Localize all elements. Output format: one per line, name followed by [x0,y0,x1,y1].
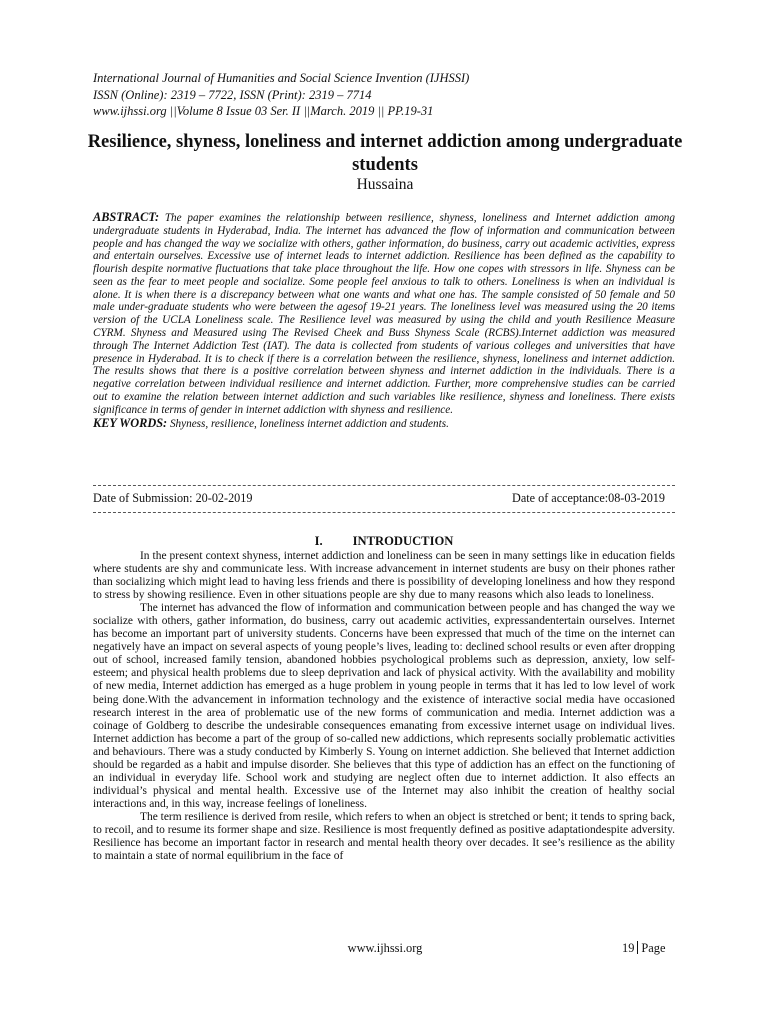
section-heading [93,534,675,549]
abstract-block [93,211,675,430]
paragraph: The internet has advanced the flow of information and communication between people and has changed the way we socialize with others, gather information, do business, carry out academic activities, expressandentertain ourselves. Internet has become an important part of university students. Concerns have been expressed that much of the time on the internet can negatively have an impact on several aspects of young people’s lives, leading to: declined school results or even after dropping out of school, increased family tension, abandoned hobbies psychological problems such as depression, anxiety, low self-esteem; and physical health problems due to sleep deprivation and lack of physical activity. With the availability and mobility of new media, Internet addiction has emerged as a huge problem in young people in terms that it has led to low level of work being done.With the advancement in information technology and the existence of interactive social media have occasioned research interest in the area of problematic use of the new forms of communication and media. Internet addiction was a coinage of Goldberg to describe the undesirable consequences emanating from excessive internet usage on individual lives. Internet addiction has become a part of the group of so-called new addictions, which represents socially problematic activities and behaviours. There was a study conducted by Kimberly S. Young on internet addiction. She believed that Internet addiction should be regarded as a habit and impulse disorder. She believes that this type of addiction has an effect on the functioning of an individual in everyday life. School work and studying are neglect often due to internet addiction. It also effects an individual’s physical and mental health. Excessive use of the Internet may also inhibit the creation of healthy social interactions and, in this way, increase feelings of loneliness. [93,602,675,810]
journal-volume: www.ijhssi.org ||Volume 8 Issue 03 Ser. II ||March. 2019 || PP.19-31 [93,104,434,118]
keywords-label: KEY WORDS: [93,415,168,430]
paragraph: In the present context shyness, internet addiction and loneliness can be seen in many settings like in education fields where students are shy and communicate less. With increase advancement in internet students are busy on their phones rather than socializing which might lead to having less friends and there is possibility of developing loneliness and how they respond to stress by showing resilience. Even in other situations people are shy due to many reasons which also leads to loneliness. [93,550,675,602]
submission-date: Date of Submission: 20-02-2019 [93,491,253,505]
abstract [93,211,675,417]
keywords [93,417,675,431]
paper-title: Resilience, shyness, loneliness and internet addiction among undergraduate students [87,132,683,175]
journal-issn: ISSN (Online): 2319 – 7722, ISSN (Print): 2319 – 7714 [93,87,372,102]
section-number: I. [314,534,323,548]
page-label: Page [641,941,666,955]
acceptance-date: Date of acceptance:08-03-2019 [512,491,665,505]
divider-bottom [93,512,675,513]
section-title: INTRODUCTION [352,534,454,548]
body-text [93,550,675,863]
abstract-text: The paper examines the relationship between resilience, shyness, loneliness and Internet addiction among undergraduate students in Hyderabad, India. The internet has advanced the flow of information and communication between people and has changed the way we socialize with others, gather information, do business, carry out academic activities, express and entertain ourselves. Excessive use of internet leads to internet addiction. Resilience has been defined as the capability to flourish despite normative fluctuations that take place throughout the life. How one copes with stressors in life. Shyness can be seen as the fear to meet people and socialize. Some people feel anxious to talk to others. Loneliness is when an individual is alone. It is when there is a discrepancy between what one wants and what one has. The sample consisted of 50 female and 50 male under-graduate students who were between the agesof 19-21 years. The loneliness level was measured using the 20 items version of the UCLA Loneliness scale. The Resilience level was measured by using the child and youth Resilience Measure CYRM. Shyness and Measured using The Revised Cheek and Buss Shyness Scale (RCBS).Internet addiction was measured through The Internet Addiction Test (IAT). The data is collected from students of various colleges and universities that have presence in Hyderabad. It is to check if there is a correlation between the resilience, shyness, loneliness and internet addiction. The results shows that there is a positive correlation between shyness and internet addiction in the individuals. There is a negative correlation between individual resilience and internet addiction. Further, more comprehensive studies can be carried out to examine the relation between internet addiction and such variables like resilience, shyness and loneliness. There exists significance in terms of gender in internet addiction with shyness and resilience. [93,212,675,416]
footer-page-number [622,941,665,956]
abstract-label: ABSTRACT: [93,210,160,224]
keywords-text: Shyness, resilience, loneliness internet addiction and students. [169,417,449,430]
divider-top [93,485,675,486]
paragraph: The term resilience is derived from resile, which refers to when an object is stretched or bent; it tends to spring back, to recoil, and to resume its former shape and size. Resilience is most frequently defined as positive adaptationdespite adversity. Resilience has become an important factor in research and mental health theory over decades. It see’s resilience as the ability to maintain a state of normal equilibrium in the face of [93,810,675,863]
page-separator [637,941,638,954]
journal-name: International Journal of Humanities and Social Science Invention (IJHSSI) [93,71,470,85]
page-number: 19 [622,941,635,955]
footer-website: www.ijhssi.org [347,941,423,955]
journal-header [93,70,693,120]
paper-author: Hussaina [356,176,414,193]
